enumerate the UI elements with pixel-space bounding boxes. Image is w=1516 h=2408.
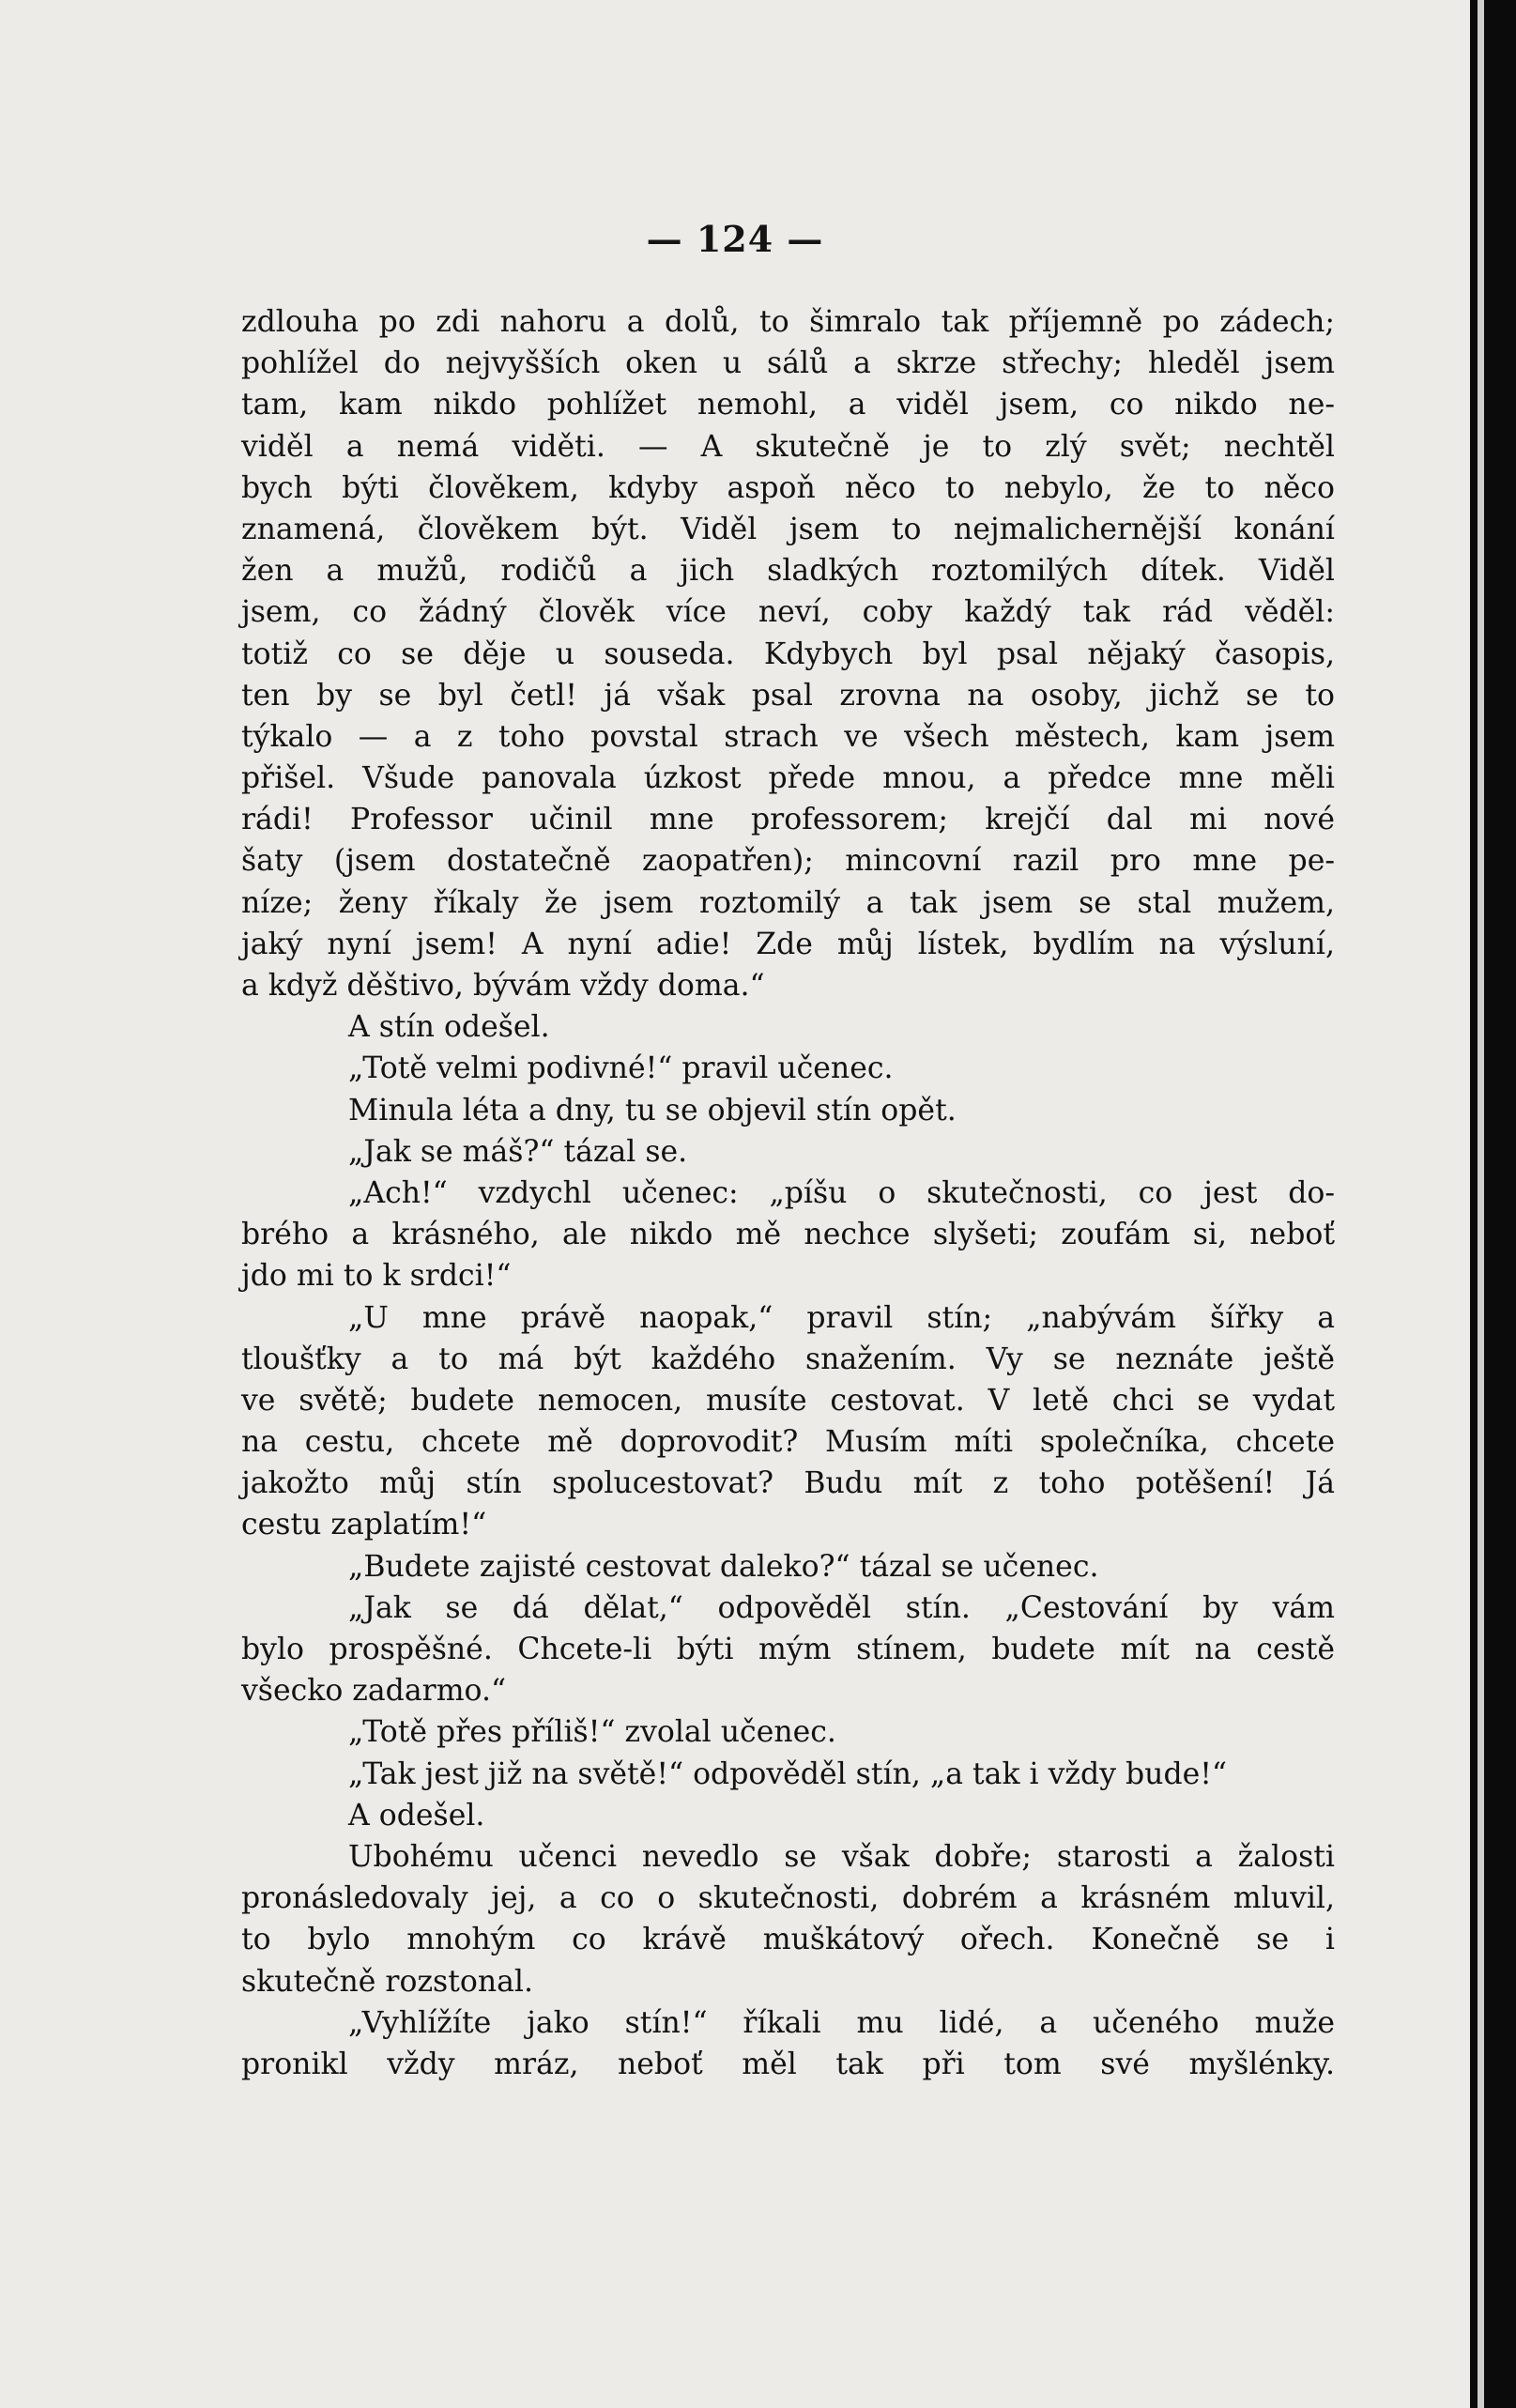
text-line: „Tak jest již na světě!“ odpověděl stín, „a tak i vždy bude!“ <box>348 1756 1228 1791</box>
text-line: „Jak se máš?“ tázal se. <box>348 1134 688 1169</box>
page-number: — 124 — <box>646 218 824 260</box>
text-line: tam, kam nikdo pohlížet nemohl, a viděl jsem, co nikdo ne- <box>241 388 1335 422</box>
text-line: cestu zaplatím!“ <box>241 1508 487 1542</box>
text-line: jsem, co žádný člověk více neví, coby každý tak rád věděl: <box>241 595 1335 630</box>
text-line: níze; ženy říkaly že jsem roztomilý a tak jsem se stal mužem, <box>241 885 1335 920</box>
text-line: jakožto můj stín spolucestovat? Budu mít z toho potěšení! Já <box>241 1466 1335 1501</box>
text-line: skutečně rozstonal. <box>241 1964 533 1999</box>
text-line: jdo mi to k srdci!“ <box>241 1259 512 1294</box>
text-line: to bylo mnohým co krávě muškátový ořech. Konečně se i <box>241 1923 1335 1957</box>
text-line: „Vyhlížíte jako stín!“ říkali mu lidé, a učeného muže <box>348 2005 1335 2040</box>
text-line: A stín odešel. <box>348 1010 550 1045</box>
text-line: „Jak se dá dělat,“ odpověděl stín. „Cestování by vám <box>348 1590 1335 1625</box>
text-line: žen a mužů, rodičů a jich sladkých roztomilých dítek. Viděl <box>241 554 1335 589</box>
page-body-text <box>241 301 1335 2085</box>
text-line: všecko zadarmo.“ <box>241 1674 507 1709</box>
text-line: znamená, člověkem být. Viděl jsem to nejmalichernější konání <box>241 512 1335 546</box>
text-line: Minula léta a dny, tu se objevil stín opět. <box>348 1093 957 1127</box>
text-line: „Ach!“ vzdychl učenec: „píšu o skutečnosti, co jest do- <box>348 1175 1335 1210</box>
text-line: zdlouha po zdi nahoru a dolů, to šimralo tak příjemně po zádech; <box>241 305 1335 339</box>
text-line: ve světě; budete nemocen, musíte cestovat. V letě chci se vydat <box>241 1383 1335 1418</box>
text-line: jaký nyní jsem! A nyní adie! Zde můj lístek, bydlím na výsluní, <box>241 927 1335 961</box>
text-line: bych býti člověkem, kdyby aspoň něco to nebylo, že to něco <box>241 470 1335 505</box>
text-line: bylo prospěšné. Chcete-li býti mým stínem, budete mít na cestě <box>241 1633 1335 1666</box>
text-line: pronásledovaly jej, a co o skutečnosti, dobrém a krásném mluvil, <box>241 1881 1335 1916</box>
text-line: „Totě velmi podivné!“ pravil učenec. <box>348 1051 894 1086</box>
text-line: týkalo — a z toho povstal strach ve všech městech, kam jsem <box>241 719 1335 754</box>
text-line: a když děštivo, bývám vždy doma.“ <box>241 969 765 1003</box>
scan-border-line <box>1478 0 1484 2408</box>
text-line: tloušťky a to má být každého snažením. Vy se neznáte ještě <box>241 1342 1335 1376</box>
text-line: Ubohému učenci nevedlo se však dobře; starosti a žalosti <box>348 1839 1335 1874</box>
text-line: „Totě přes příliš!“ zvolal učenec. <box>348 1715 836 1750</box>
text-line: brého a krásného, ale nikdo mě nechce slyšeti; zoufám si, neboť <box>241 1218 1335 1252</box>
text-line: „Budete zajisté cestovat daleko?“ tázal se učenec. <box>348 1549 1099 1584</box>
text-line: A odešel. <box>348 1798 485 1833</box>
text-line: „U mne právě naopak,“ pravil stín; „nabývám šířky a <box>348 1300 1335 1335</box>
text-line: ten by se byl četl! já však psal zrovna na osoby, jichž se to <box>241 678 1335 713</box>
text-line: na cestu, chcete mě doprovodit? Musím míti společníka, chcete <box>241 1425 1335 1460</box>
text-line: přišel. Všude panovala úzkost přede mnou, a předce mne měli <box>241 761 1335 796</box>
text-line: pohlížel do nejvyšších oken u sálů a skrze střechy; hleděl jsem <box>241 346 1335 381</box>
text-line: šaty (jsem dostatečně zaopatřen); mincovní razil pro mne pe- <box>241 844 1335 879</box>
text-line: viděl a nemá viděti. — A skutečně je to zlý svět; nechtěl <box>241 429 1335 464</box>
text-line: pronikl vždy mráz, neboť měl tak při tom své myšlénky. <box>241 2047 1335 2081</box>
text-line: totiž co se děje u souseda. Kdybych byl psal nějaký časopis, <box>241 637 1335 671</box>
text-line: rádi! Professor učinil mne professorem; krejčí dal mi nové <box>241 803 1335 837</box>
